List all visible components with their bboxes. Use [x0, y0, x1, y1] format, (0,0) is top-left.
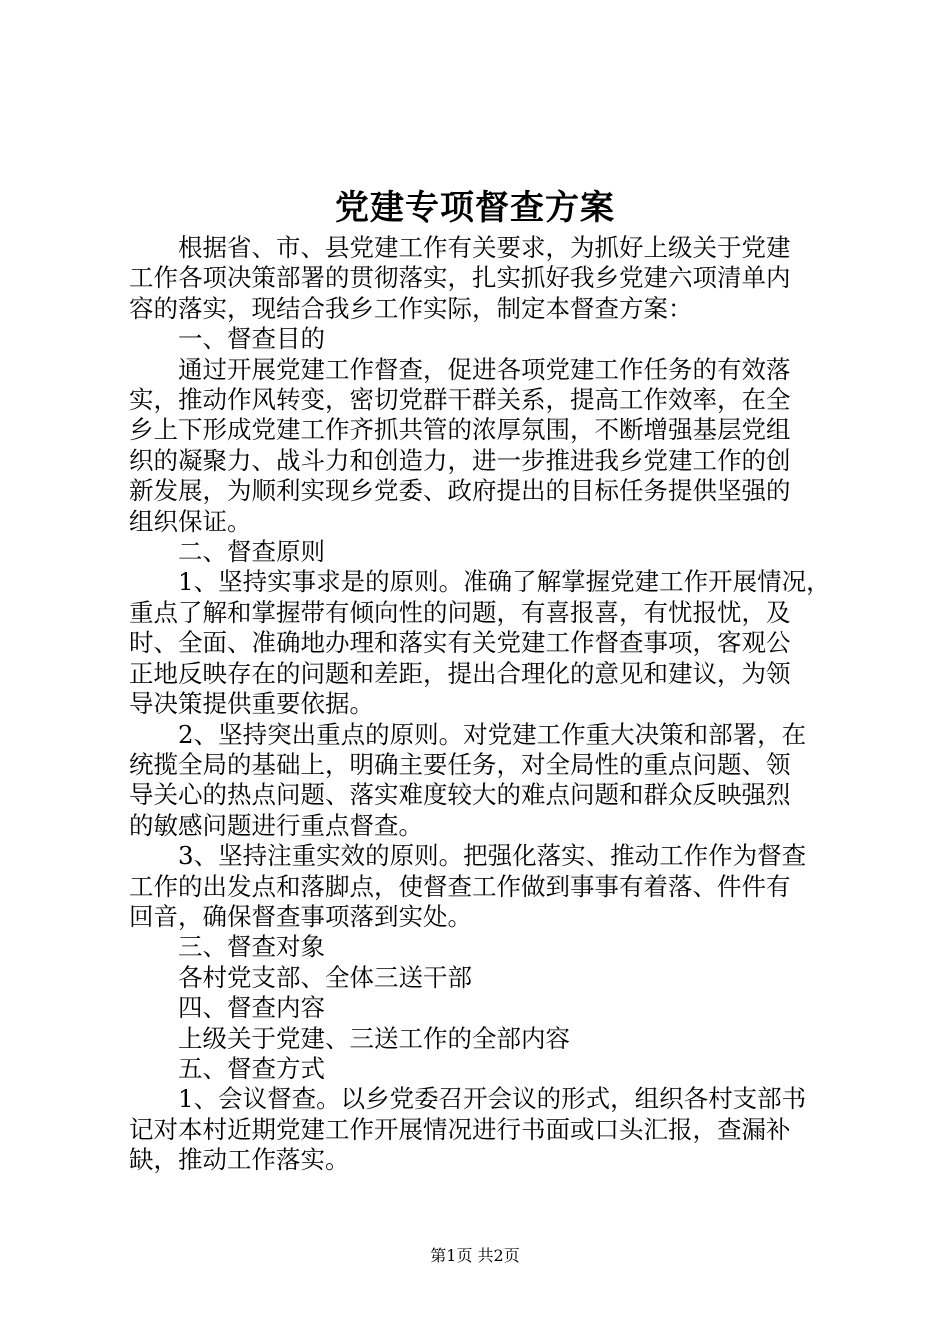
page-footer: 第1页 共2页 — [430, 1246, 520, 1265]
paragraph-line: 重点了解和掌握带有倾向性的问题，有喜报喜，有忧报忧，及 — [129, 597, 791, 627]
section-heading — [129, 932, 829, 962]
section-heading-text: 三、督查对象 — [178, 932, 325, 962]
paragraph — [129, 720, 829, 842]
section-heading-text: 二、督查原则 — [178, 537, 325, 567]
paragraph-line: 组织保证。 — [129, 506, 252, 536]
paragraph-line: 通过开展党建工作督查，促进各项党建工作任务的有效落 — [178, 354, 791, 384]
section-heading — [129, 993, 829, 1023]
paragraph-line: 记对本村近期党建工作开展情况进行书面或口头汇报，查漏补 — [129, 1114, 791, 1144]
paragraph-line: 回音，确保督查事项落到实处。 — [129, 901, 472, 931]
paragraph — [129, 841, 829, 932]
paragraph — [129, 233, 829, 324]
paragraph-line: 导决策提供重要依据。 — [129, 689, 374, 719]
section-heading-text: 一、督查目的 — [178, 324, 325, 354]
paragraph-line: 2、坚持突出重点的原则。对党建工作重大决策和部署，在 — [178, 719, 807, 749]
paragraph-line: 缺，推动工作落实。 — [129, 1145, 350, 1175]
paragraph-line: 导关心的热点问题、落实难度较大的难点问题和群众反映强烈 — [129, 780, 791, 810]
paragraph-line: 各村党支部、全体三送干部 — [178, 962, 472, 992]
paragraph-line: 的敏感问题进行重点督查。 — [129, 810, 423, 840]
paragraph-line: 1、坚持实事求是的原则。准确了解掌握党建工作开展情况， — [178, 567, 831, 597]
section-heading — [129, 1054, 829, 1084]
paragraph — [129, 963, 829, 993]
paragraph-line: 3、坚持注重实效的原则。把强化落实、推动工作作为督查 — [178, 841, 807, 871]
paragraph-line: 正地反映存在的问题和差距，提出合理化的意见和建议，为领 — [129, 658, 791, 688]
paragraph-line: 1、会议督查。以乡党委召开会议的形式，组织各村支部书 — [178, 1084, 807, 1114]
section-heading-text: 四、督查内容 — [178, 993, 325, 1023]
paragraph-line: 工作的出发点和落脚点，使督查工作做到事事有着落、件件有 — [129, 871, 791, 901]
paragraph-line: 上级关于党建、三送工作的全部内容 — [178, 1023, 570, 1053]
section-heading — [129, 324, 829, 354]
paragraph-line: 新发展，为顺利实现乡党委、政府提出的目标任务提供坚强的 — [129, 476, 791, 506]
section-heading-text: 五、督查方式 — [178, 1053, 325, 1083]
document-title: 党建专项督查方案 — [335, 188, 615, 228]
document-body — [129, 233, 829, 1176]
paragraph-line: 乡上下形成党建工作齐抓共管的浓厚氛围，不断增强基层党组 — [129, 415, 791, 445]
section-heading — [129, 537, 829, 567]
paragraph-line: 工作各项决策部署的贯彻落实，扎实抓好我乡党建六项清单内 — [129, 263, 791, 293]
paragraph — [129, 567, 829, 719]
paragraph-line: 时、全面、准确地办理和落实有关党建工作督查事项，客观公 — [129, 628, 791, 658]
paragraph-line: 织的凝聚力、战斗力和创造力，进一步推进我乡党建工作的创 — [129, 445, 791, 475]
paragraph — [129, 1024, 829, 1054]
paragraph-line: 实，推动作风转变，密切党群干群关系，提高工作效率，在全 — [129, 385, 791, 415]
paragraph — [129, 355, 829, 537]
paragraph-line: 根据省、市、县党建工作有关要求，为抓好上级关于党建 — [178, 233, 791, 262]
paragraph — [129, 1084, 829, 1175]
paragraph-line: 容的落实，现结合我乡工作实际，制定本督查方案： — [129, 293, 693, 323]
paragraph-line: 统揽全局的基础上，明确主要任务，对全局性的重点问题、领 — [129, 749, 791, 779]
